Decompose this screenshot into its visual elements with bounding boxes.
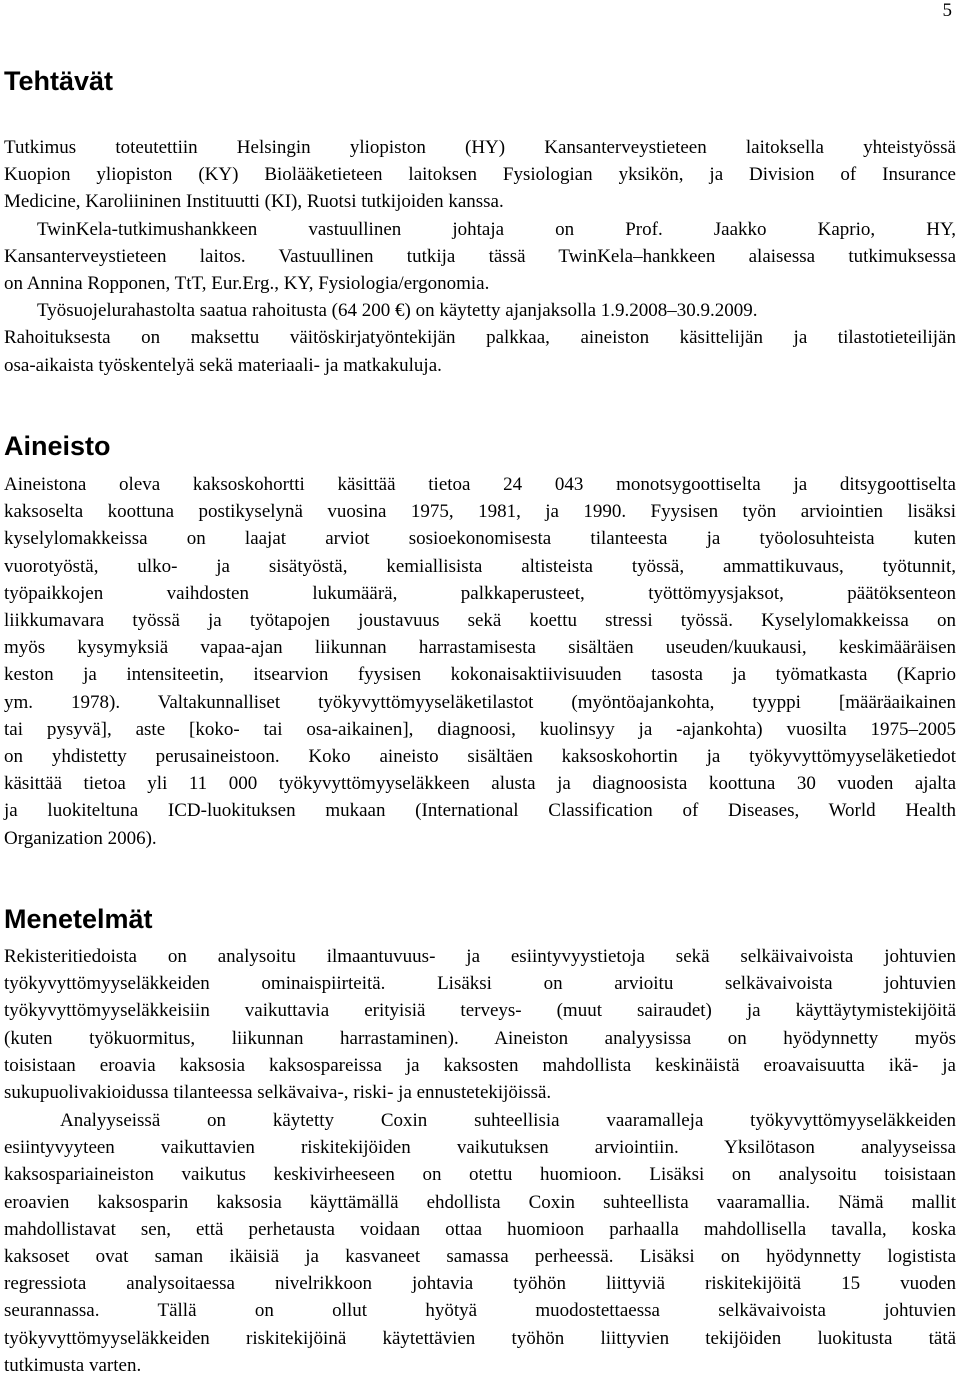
text-line: keston ja intensiteetin, itsearvion fyysisen kokonaisaktiivisuuden tasosta ja työmatkasta (Kaprio bbox=[4, 664, 956, 686]
section-heading-tehtavat: Tehtävät bbox=[4, 66, 114, 96]
text-line: kaksoset ovat saman ikäisiä ja kasvaneet samassa perheessä. Lisäksi on hyödynnetty logistista bbox=[4, 1246, 956, 1268]
text-line: Organization 2006). bbox=[4, 827, 157, 849]
text-line: osa-aikaista työskentelyä sekä materiaali- ja matkakuluja. bbox=[4, 354, 442, 376]
text-line: työpaikkojen vaihdosten lukumäärä, palkkaperusteet, työttömyysjaksot, päätöksenteon bbox=[4, 582, 956, 604]
text-line: Rahoituksesta on maksettu väitöskirjatyöntekijän palkkaa, aineiston käsittelijän ja tilastotieteilijän bbox=[4, 327, 956, 349]
text-line: toisistaan eroavia kaksosia kaksospareissa ja kaksosten mahdollista keskinäistä eroavaisuutta ikä- ja bbox=[4, 1054, 956, 1076]
page-number: 5 bbox=[942, 0, 952, 21]
text-line: työkyvyttömyyseläkkeiden ominaispiirteitä. Lisäksi on arvioitu selkävaivoista johtuvien bbox=[4, 973, 956, 995]
text-line: Kansanterveystieteen laitos. Vastuullinen tutkija tässä TwinKela–hankkeen alaisessa tutkimuksessa bbox=[4, 245, 956, 267]
text-line: Aineistona oleva kaksoskohortti käsittää tietoa 24 043 monotsygoottiselta ja ditsygoottiselta bbox=[4, 474, 956, 495]
section-heading-menetelmat: Menetelmät bbox=[4, 904, 153, 934]
text-line: TwinKela-tutkimushankkeen vastuullinen johtaja on Prof. Jaakko Kaprio, HY, bbox=[37, 218, 956, 240]
text-line: Medicine, Karoliininen Instituutti (KI), Ruotsi tutkijoiden kanssa. bbox=[4, 191, 504, 213]
text-line: myös kysymyksiä vapaa-ajan liikunnan harrastamisesta sisältäen useuden/kuukausi, keskimääräisen bbox=[4, 637, 956, 659]
text-line: kaksoselta koottuna postikyselynä vuosina 1975, 1981, ja 1990. Fyysisen työn arviointien lisäksi bbox=[4, 501, 956, 523]
text-line: käsittää tietoa yli 11 000 työkyvyttömyyseläkkeen alusta ja diagnoosista koottuna 30 vuoden ajalta bbox=[4, 773, 956, 795]
text-line: Tutkimus toteutettiin Helsingin yliopiston (HY) Kansanterveystieteen laitoksella yhteistyössä bbox=[4, 137, 956, 158]
paragraph-menetelmat-1 bbox=[4, 943, 956, 1106]
text-line: ym. 1978). Valtakunnalliset työkyvyttömyyseläketilastot (myöntöajankohta, tyyppi [määräaikainen bbox=[4, 691, 956, 713]
text-line: Kuopion yliopiston (KY) Biolääketieteen laitoksen Fysiologian yksikön, ja Division of Insurance bbox=[4, 164, 956, 186]
text-line: Rekisteritiedoista on analysoitu ilmaantuvuus- ja esiintyvyystietoja sekä selkäivaivoista johtuvien bbox=[4, 946, 956, 967]
paragraph-aineisto bbox=[4, 471, 956, 852]
text-line: on yhdistetty perusaineistoon. Koko aineisto sisältäen kaksoskohortin ja työkyvyttömyyseläketiedot bbox=[4, 746, 956, 768]
text-line: sukupuolivakioidussa tilanteessa selkävaiva-, riski- ja ennustetekijöissä. bbox=[4, 1082, 552, 1104]
text-line: esiintyvyyteen vaikuttavien riskitekijöiden vaikutuksen arviointiin. Yksilötason analyyseissa bbox=[4, 1137, 956, 1159]
paragraph-menetelmat-2 bbox=[4, 1107, 956, 1379]
text-line: regressiota analysoitaessa nivelrikkoon johtavia työhön liittyviä riskitekijöitä 15 vuoden bbox=[4, 1273, 956, 1295]
text-line: tai pysyvä], aste [koko- tai osa-aikainen], diagnoosi, kuolinsyy ja -ajankohta) vuosilta 1975–2005 bbox=[4, 718, 956, 740]
section-heading-aineisto: Aineisto bbox=[4, 431, 111, 461]
text-line: Työsuojelurahastolta saatua rahoitusta (64 200 €) on käytetty ajanjaksolla 1.9.2008–30.9.2009. bbox=[37, 300, 758, 322]
text-line: tutkimusta varten. bbox=[4, 1354, 142, 1376]
text-line: mahdollistavat sen, että perhetausta voidaan ottaa huomioon parhaalla mahdollisella tavalla, koska bbox=[4, 1218, 956, 1240]
text-line: eroavien kaksosparin kaksosia käyttämällä ehdollista Coxin suhteellista vaaramallia. Nämä mallit bbox=[4, 1191, 956, 1213]
text-line: kyselylomakkeissa on laajat arviot sosioekonomisesta tilanteesta ja työolosuhteista kuten bbox=[4, 528, 956, 550]
text-line: työkyvyttömyyseläkkeisiin vaikuttavia erityisiä terveys- (muut sairaudet) ja käyttäytymistekijöitä bbox=[4, 1000, 956, 1022]
paragraph-tehtavat bbox=[4, 134, 956, 379]
text-line: liikkumavara työssä ja työtapojen joustavuus sekä koettu stressi työssä. Kyselylomakkeissa on bbox=[4, 610, 956, 632]
text-line: kaksospariaineiston vaikutus keskivirheeseen on otettu huomioon. Lisäksi on analysoitu toisistaan bbox=[4, 1164, 956, 1186]
text-line: Analyyseissä on käytetty Coxin suhteellisia vaaramalleja työkyvyttömyyseläkkeiden bbox=[60, 1110, 956, 1131]
text-line: seurannassa. Tällä on ollut hyötyä muodostettaessa selkävaivoista johtuvien bbox=[4, 1300, 956, 1322]
text-line: (kuten työkuormitus, liikunnan harrastaminen). Aineiston analyysissa on hyödynnetty myös bbox=[4, 1027, 956, 1049]
text-line: ja luokiteltuna ICD-luokituksen mukaan (International Classification of Diseases, World Health bbox=[4, 800, 956, 822]
text-line: vuorotyöstä, ulko- ja sisätyöstä, kemiallisista altisteista työssä, ammattikuvaus, työtunnit, bbox=[4, 555, 956, 577]
text-line: työkyvyttömyyseläkkeiden riskitekijöinä käytettävien työhön liittyvien tekijöiden luokitusta tätä bbox=[4, 1327, 956, 1349]
text-line: on Annina Ropponen, TtT, Eur.Erg., KY, Fysiologia/ergonomia. bbox=[4, 273, 490, 295]
